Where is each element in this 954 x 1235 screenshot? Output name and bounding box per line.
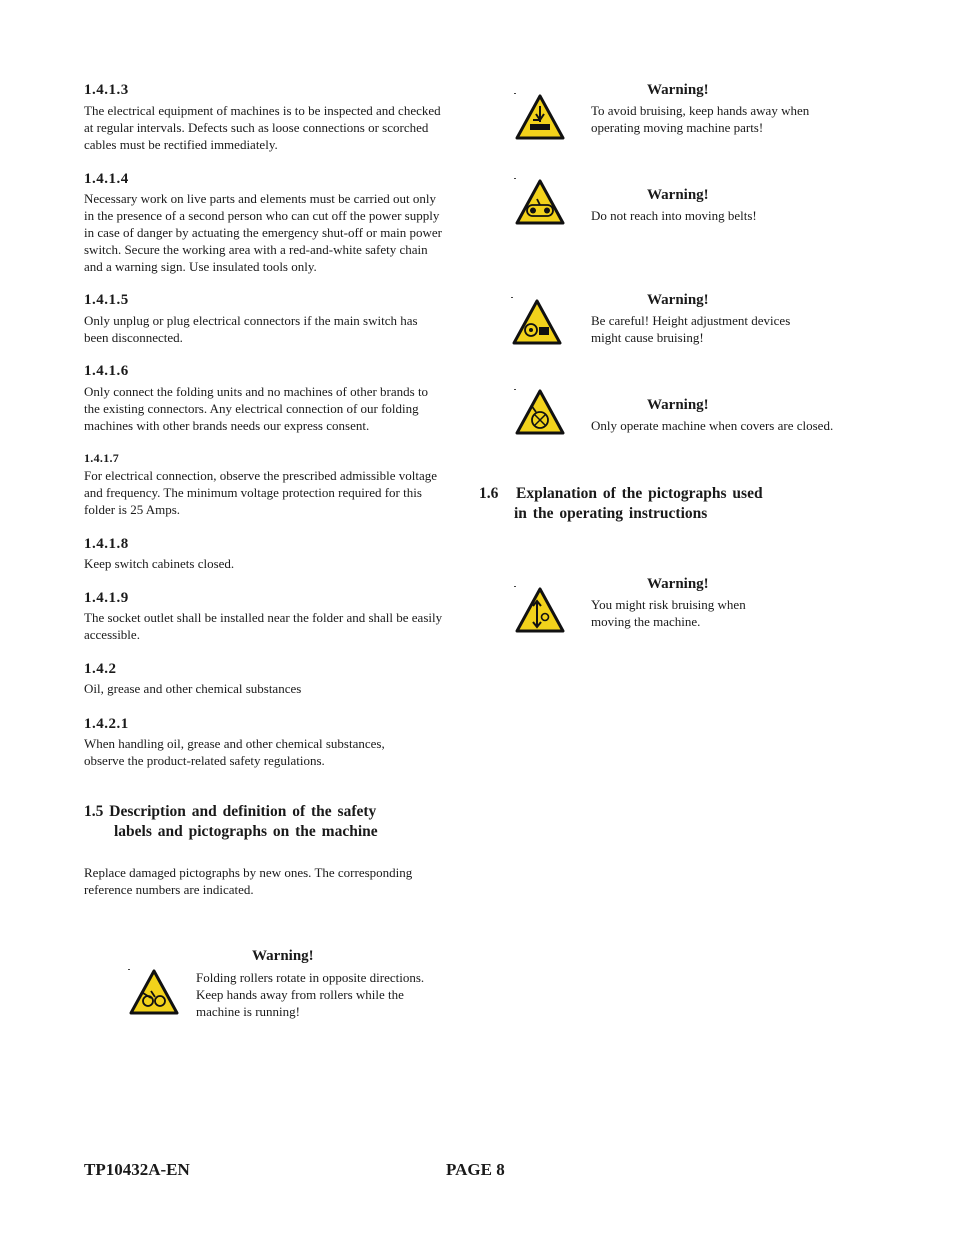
text-line: Do not reach into moving belts! (591, 208, 757, 223)
heading-line: in the operating instructions (514, 505, 708, 522)
text-line: machines with other brands needs our express consent. (84, 418, 370, 433)
text-line: Be careful! Height adjustment devices (591, 313, 791, 328)
heading-line: 1.6 Explanation of the pictographs used (479, 485, 763, 502)
section-text (84, 680, 301, 697)
warning-title: Warning! (647, 292, 709, 308)
section-number: 1.4.1.3 (84, 82, 129, 98)
text-line: You might risk bruising when (591, 597, 746, 612)
warning-title: Warning! (647, 397, 709, 413)
text-line: Folding rollers rotate in opposite directions. (196, 970, 425, 985)
section-heading (479, 484, 763, 524)
warning-title: Warning! (647, 576, 709, 592)
text-line: The electrical equipment of machines is to be inspected and checked (84, 103, 441, 118)
warning-title: Warning! (252, 948, 314, 964)
warning-title: Warning! (647, 187, 709, 203)
section-number: 1.4.1.9 (84, 590, 129, 606)
section-text (84, 190, 442, 275)
text-line: The socket outlet shall be installed near the folder and shall be easily (84, 610, 443, 625)
section-text (84, 383, 428, 434)
text-line: at regular intervals. Defects such as loose connections or scorched (84, 120, 429, 135)
height-adjust-warning-icon (512, 299, 562, 345)
text-line: in case of danger by actuating the emergency shut-off or main power (84, 225, 442, 240)
warning-text (591, 207, 757, 224)
section-text (84, 102, 441, 153)
rollers-hand-warning-icon (129, 969, 179, 1015)
section-number: 1.4.2 (84, 661, 117, 677)
section-number: 1.4.1.6 (84, 363, 129, 379)
text-line: Oil, grease and other chemical substances (84, 681, 302, 696)
hand-crush-warning-icon (515, 94, 565, 140)
text-line: For electrical connection, observe the prescribed admissible voltage (84, 468, 438, 483)
section-heading (84, 802, 378, 842)
warning-text (591, 102, 809, 136)
text-line: Only unplug or plug electrical connectors if the main switch has (84, 313, 418, 328)
marker-dot (511, 297, 513, 298)
text-line: Only connect the folding units and no machines of other brands to (84, 384, 429, 399)
section-number: 1.4.1.4 (84, 171, 129, 187)
text-line: To avoid bruising, keep hands away when (591, 103, 810, 118)
section-number: 1.4.1.7 (84, 451, 120, 465)
moving-machine-warning-icon (515, 587, 565, 633)
text-line: might cause bruising! (591, 330, 704, 345)
text-line: Necessary work on live parts and elements must be carried out only (84, 191, 436, 206)
text-line: and a warning sign. Use insulated tools only. (84, 259, 317, 274)
text-line: been disconnected. (84, 330, 183, 345)
text-line: folder is 25 Amps. (84, 502, 181, 517)
section-text (84, 467, 437, 518)
section-text (84, 609, 442, 643)
warning-text (591, 417, 833, 434)
text-line: accessible. (84, 627, 140, 642)
section-text (84, 555, 234, 572)
text-line: observe the product-related safety regulations. (84, 753, 325, 768)
text-line: and frequency. The minimum voltage protection required for this (84, 485, 422, 500)
text-line: machine is running! (196, 1004, 300, 1019)
text-line: in the presence of a second person who can cut off the power supply (84, 208, 440, 223)
text-line: cables must be rectified immediately. (84, 137, 278, 152)
document-id: TP10432A-EN (84, 1160, 190, 1179)
text-line: Replace damaged pictographs by new ones. The corresponding (84, 865, 413, 880)
warning-title: Warning! (647, 82, 709, 98)
heading-line: 1.5 Description and definition of the safety (84, 803, 377, 820)
text-line: Keep hands away from rollers while the (196, 987, 404, 1002)
section-text (84, 312, 418, 346)
text-line: When handling oil, grease and other chemical substances, (84, 736, 385, 751)
belt-warning-icon (515, 179, 565, 225)
warning-text (196, 969, 424, 1020)
section-number: 1.4.2.1 (84, 716, 129, 732)
text-line: the existing connectors. Any electrical connection of our folding (84, 401, 419, 416)
page-number: PAGE 8 (446, 1160, 505, 1179)
warning-text (591, 596, 746, 630)
text-line: operating moving machine parts! (591, 120, 764, 135)
text-line: switch. Secure the working area with a red-and-white safety chain (84, 242, 428, 257)
text-line: Only operate machine when covers are closed. (591, 418, 834, 433)
section-number: 1.4.1.5 (84, 292, 129, 308)
covers-warning-icon (515, 389, 565, 435)
warning-text (591, 312, 790, 346)
text-line: reference numbers are indicated. (84, 882, 254, 897)
section-text (84, 735, 385, 769)
heading-line: labels and pictographs on the machine (114, 823, 378, 840)
text-line: moving the machine. (591, 614, 701, 629)
section-number: 1.4.1.8 (84, 536, 129, 552)
replace-note (84, 864, 412, 898)
text-line: Keep switch cabinets closed. (84, 556, 235, 571)
